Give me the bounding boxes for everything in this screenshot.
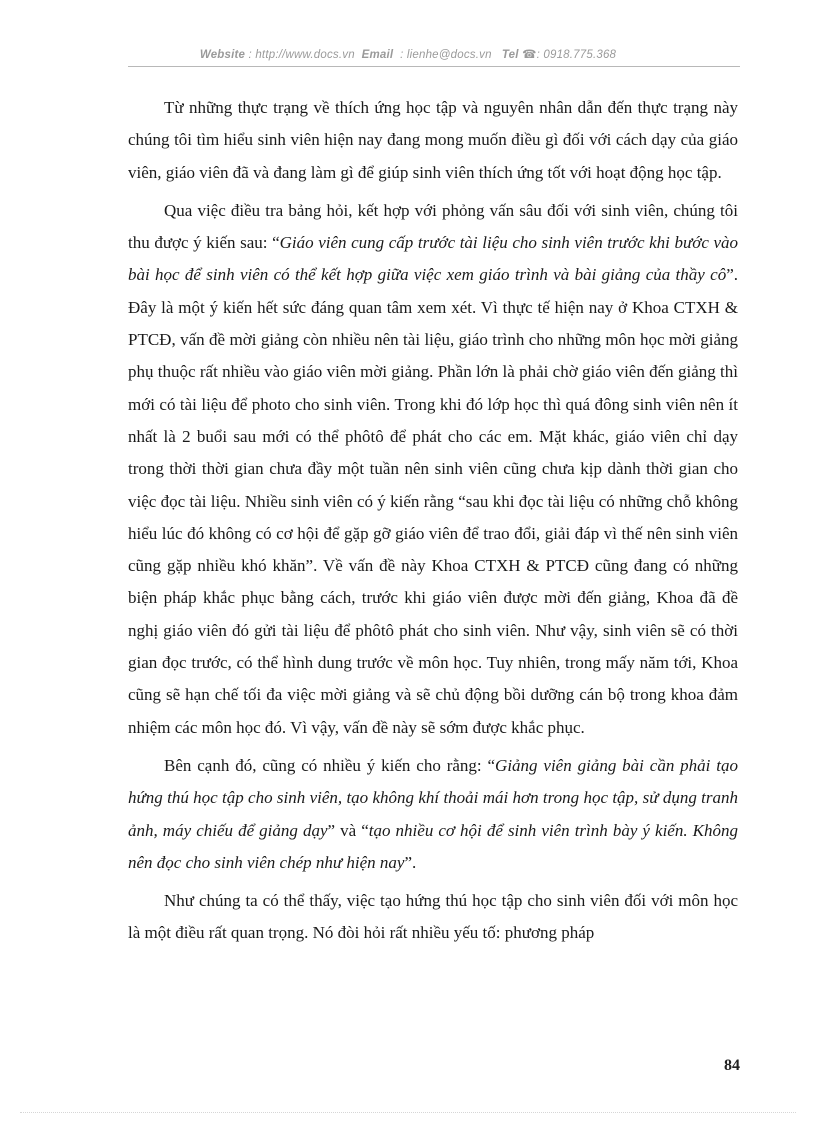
tel-label: Tel [501, 49, 519, 61]
website-label: Website [199, 49, 246, 61]
phone-icon: ☎ [522, 49, 537, 61]
paragraph-3-quote-a: Giảng viên giảng bài cần phải tạo hứng thú học tập cho sinh viên, tạo không khí thoải mái hơn trong học tập, sử dụng tranh ảnh, máy chiếu để giảng dạy [128, 755, 738, 840]
paragraph-3 [128, 750, 738, 879]
paragraph-2-quote: Giáo viên cung cấp trước tài liệu cho sinh viên trước khi bước vào bài học để sinh viên có thể kết hợp giữa việc xem giáo trình và bài giảng của thầy cô [128, 233, 739, 285]
paragraph-2 [128, 195, 738, 744]
paragraph-3-quote-b: tạo nhiều cơ hội để sinh viên trình bày ý kiến. Không nên đọc cho sinh viên chép như hiện nay [128, 820, 739, 872]
paragraph-2-text-b: ”. Đây là một ý kiến hết sức đáng quan tâm xem xét. Vì thực tế hiện nay ở Khoa CTXH & PTCĐ, vấn đề mời giảng còn nhiều nên tài liệu, giáo trình cho những môn học mời giảng phụ thuộc rất nhiều vào giáo viên mời giảng. Phần lớn là phải chờ giáo viên đến giảng thì mới có tài liệu để photo cho sinh viên. Trong khi đó lớp học thì quá đông sinh viên nên ít nhất là 2 buổi sau mới có thể phôtô để phát cho các em. Mặt khác, giáo viên chỉ dạy trong thời thời gian chưa đầy một tuần nên sinh viên cũng chưa kịp dành thời gian cho việc đọc tài liệu. Nhiều sinh viên có ý kiến rằng “sau khi đọc tài liệu có những chỗ không hiểu lúc đó không có cơ hội để gặp gỡ giáo viên để trao đổi, giải đáp vì thế nên sinh viên cũng gặp nhiều khó khăn”. Về vấn đề này Khoa CTXH & PTCĐ cũng đang có những biện pháp khắc phục bằng cách, trước khi giáo viên được mời đến giảng, Khoa đã đề nghị giáo viên đó gửi tài liệu để phôtô phát cho sinh viên. Như vậy, sinh viên sẽ có thời gian đọc trước, có thể hình dung trước về môn học. Tuy nhiên, trong mấy năm tới, Khoa cũng sẽ hạn chế tối đa việc mời giảng và sẽ chủ động bồi dưỡng cán bộ trong khoa đảm nhiệm các môn học đó. Vì vậy, vấn đề này sẽ sớm được khắc phục. [128, 265, 738, 737]
page-number: 84 [724, 1057, 740, 1074]
paragraph-4-text: Như chúng ta có thể thấy, việc tạo hứng thú học tập cho sinh viên đối với môn học là một điều rất quan trọng. Nó đòi hỏi rất nhiều yếu tố: phương pháp [128, 891, 738, 943]
document-body [128, 92, 738, 956]
footer-divider [20, 1112, 796, 1113]
website-value: : http://www.docs.vn [248, 49, 355, 61]
email-value: : lienhe@docs.vn [400, 49, 492, 61]
paragraph-3-text-a: Bên cạnh đó, cũng có nhiều ý kiến cho rằng: “ [164, 755, 496, 775]
tel-value: : 0918.775.368 [536, 49, 617, 61]
email-label: Email [361, 49, 394, 61]
paragraph-3-text-b: ” và “ [327, 820, 369, 840]
paragraph-4 [128, 885, 738, 950]
page-header [0, 47, 816, 61]
paragraph-1 [128, 92, 738, 189]
paragraph-3-text-c: ”. [404, 852, 417, 872]
paragraph-2-text-a: Qua việc điều tra bảng hỏi, kết hợp với phỏng vấn sâu đối với sinh viên, chúng tôi thu được ý kiến sau: “ [128, 200, 738, 253]
paragraph-1-text: Từ những thực trạng về thích ứng học tập và nguyên nhân dẫn đến thực trạng này chúng tôi tìm hiểu sinh viên hiện nay đang mong muốn điều gì đối với cách dạy của giáo viên, giáo viên đã và đang làm gì để giúp sinh viên thích ứng tốt với hoạt động học tập. [128, 98, 738, 182]
header-divider [128, 66, 740, 67]
